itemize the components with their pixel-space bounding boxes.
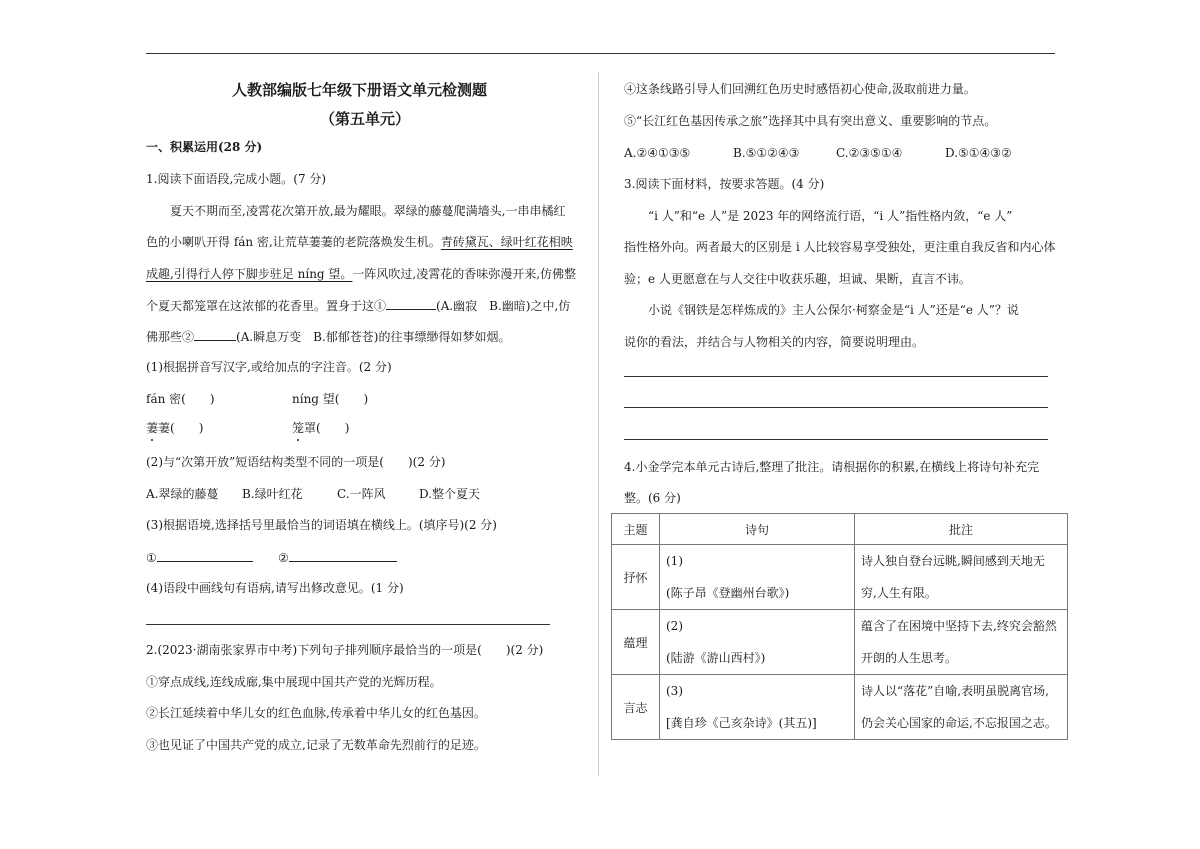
table-header-row (612, 514, 1068, 545)
question-3-prompt: 3.阅读下面材料，按要求答题。(4 分) (624, 177, 825, 191)
note-cell: 诗人独自登台远眺,瞬间感到天地无 穷,人生有限。 (855, 545, 1068, 610)
answer-line-q3-1[interactable] (624, 376, 1048, 377)
q2-item-1: ①穿点成线,连线成廊,集中展现中国共产党的光辉历程。 (146, 675, 442, 689)
sub-question-2: (2)与“次第开放”短语结构类型不同的一项是( )(2 分) (146, 455, 446, 469)
answer-line-q3-3[interactable] (624, 439, 1048, 440)
annotate-long[interactable]: 笼罩( ) (292, 421, 350, 435)
verse-cell[interactable]: (2) (陆游《游山西村》) (660, 610, 855, 675)
blank-1[interactable] (386, 297, 436, 310)
q2-item-5: ⑤“长江红色基因传承之旅”选择其中具有突出意义、重要影响的节点。 (624, 114, 997, 128)
table-row (612, 675, 1068, 740)
passage-line-3: 成趣,引得行人停下脚步驻足 níng 望。一阵风吹过,凌霄花的香味弥漫开来,仿佛整 (146, 267, 577, 281)
passage-line-5: 佛那些② (A.瞬息万变 B.郁郁苍苍)的往事缥缈得如梦如烟。 (146, 330, 511, 344)
sub-question-3: (3)根据语境,选择括号里最恰当的词语填在横线上。(填序号)(2 分) (146, 518, 497, 532)
q3-material-2: 指性格外向。两者最大的区别是 i 人比较容易享受独处，更注重自我反省和内心体 (624, 240, 1056, 254)
sub2-option-a[interactable]: A.翠绿的藤蔓 (146, 487, 219, 501)
page-subtitle: （第五单元） (320, 110, 411, 128)
pinyin-ning[interactable]: níng 望( ) (292, 392, 369, 406)
q2-item-4: ④这条线路引导人们回溯红色历史时感悟初心使命,汲取前进力量。 (624, 82, 976, 96)
verse-cell[interactable]: (1) (陈子昂《登幽州台歌》) (660, 545, 855, 610)
question-4-prompt-cont: 整。(6 分) (624, 491, 681, 505)
answer-line-q3-2[interactable] (624, 407, 1048, 408)
sub2-option-b[interactable]: B.绿叶红花 (242, 487, 303, 501)
question-1-prompt: 1.阅读下面语段,完成小题。(7 分) (146, 172, 327, 186)
sub-question-4: (4)语段中画线句有语病,请写出修改意见。(1 分) (146, 581, 404, 595)
q2-item-3: ③也见证了中国共产党的成立,记录了无数革命先烈前行的足迹。 (146, 738, 486, 752)
q3-material-4: 小说《钢铁是怎样炼成的》主人公保尔·柯察金是“i 人”还是“e 人”？说 (648, 303, 1019, 317)
column-divider (598, 72, 599, 776)
passage-line-2: 色的小喇叭开得 fán 密,让荒草萋萋的老院落焕发生机。青砖黛瓦、绿叶红花相映 (146, 235, 573, 249)
q3-material-5: 说你的看法，并结合与人物相关的内容，简要说明理由。 (624, 335, 925, 349)
q2-option-d[interactable]: D.⑤①④③② (945, 146, 1012, 160)
question-4-prompt: 4.小金学完本单元古诗后,整理了批注。请根据你的积累,在横线上将诗句补充完 (624, 460, 1040, 474)
blank-2[interactable] (194, 328, 236, 341)
header-note: 批注 (855, 514, 1068, 545)
answer-line-sub4[interactable] (146, 624, 550, 625)
poem-table (611, 513, 1068, 740)
theme-cell: 抒怀 (612, 545, 660, 610)
theme-cell: 言志 (612, 675, 660, 740)
header-theme: 主题 (612, 514, 660, 545)
section-heading: 一、积累运用(28 分) (146, 140, 263, 154)
pinyin-fan[interactable]: fán 密( ) (146, 392, 215, 406)
q2-option-a[interactable]: A.②④①③⑤ (624, 146, 691, 160)
note-cell: 诗人以“落花”自喻,表明虽脱离官场, 仍会关心国家的命运,不忘报国之志。 (855, 675, 1068, 740)
q3-material-1: “i 人”和“e 人”是 2023 年的网络流行语，“i 人”指性格内敛，“e 人” (648, 209, 1013, 223)
q2-item-2: ②长江延续着中华儿女的红色血脉,传承着中华儿女的红色基因。 (146, 706, 486, 720)
underlined-sentence: 青砖黛瓦、绿叶红花相映 (440, 235, 573, 249)
q3-material-3: 验；e 人更愿意在与人交往中收获乐趣，坦诚、果断，直言不讳。 (624, 272, 971, 286)
page-title: 人教部编版七年级下册语文单元检测题 (232, 81, 488, 99)
answer-2[interactable]: ② (278, 549, 397, 566)
table-row (612, 545, 1068, 610)
answer-1[interactable]: ① (146, 549, 253, 566)
table-row (612, 610, 1068, 675)
note-cell: 蕴含了在困境中坚持下去,终究会豁然 开朗的人生思考。 (855, 610, 1068, 675)
underlined-sentence-cont: 成趣,引得行人停下脚步驻足 níng 望。 (146, 267, 353, 281)
passage-line-1: 夏天不期而至,凌霄花次第开放,最为耀眼。翠绿的藤蔓爬满墙头,一串串橘红 (170, 204, 566, 218)
q2-option-c[interactable]: C.②③⑤①④ (836, 146, 903, 160)
passage-line-4: 个夏天都笼罩在这浓郁的花香里。置身于这① (A.幽寂 B.幽暗)之中,仿 (146, 299, 571, 313)
sub2-option-d[interactable]: D.整个夏天 (419, 487, 481, 501)
theme-cell: 蕴理 (612, 610, 660, 675)
top-rule (146, 53, 1055, 54)
q2-option-b[interactable]: B.⑤①②④③ (733, 146, 800, 160)
header-verse: 诗句 (660, 514, 855, 545)
annotate-qi[interactable]: 萋萋( ) (146, 421, 204, 435)
sub-question-1: (1)根据拼音写汉字,或给加点的字注音。(2 分) (146, 360, 392, 374)
sub2-option-c[interactable]: C.一阵风 (337, 487, 386, 501)
question-2-prompt: 2.(2023·湖南张家界市中考)下列句子排列顺序最恰当的一项是( )(2 分) (146, 643, 544, 657)
verse-cell[interactable]: (3) [龚自珍《己亥杂诗》(其五)] (660, 675, 855, 740)
